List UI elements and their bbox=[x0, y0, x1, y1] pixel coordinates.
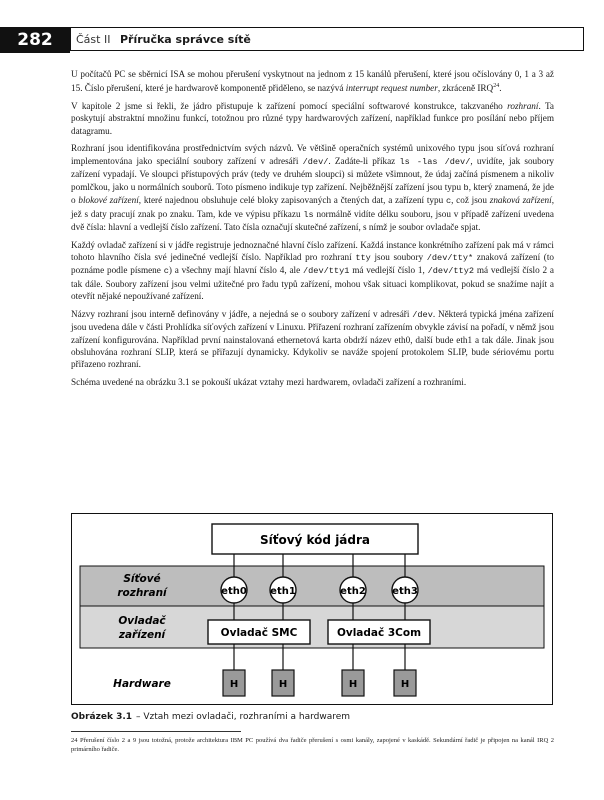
row-label-drivers-a: Ovladač bbox=[118, 615, 166, 627]
paragraph-2: V kapitole 2 jsme si řekli, že jádro přistupuje k zařízení pomocí speciální softwarové konstrukce, takzvaného rozhraní. Ta poskytují abstraktní množinu funkcí, totožnou pro různé typy hardwarových zařízení, například funkce pro posílání nebo příjem datagramu. bbox=[71, 101, 555, 136]
hardware-label: H bbox=[400, 679, 410, 690]
paragraph-3: Rozhraní jsou identifikována prostřednictvím svých názvů. Ve většině operačních systémů unixového typu jsou síťová rozhraní implementována jako speciální soubory zařízení v adresáři /dev/. Zadáte-li příkaz ls -las /dev/, uvidíte, jak soubory zařízení vypadají. Ve sloupci přístupových práv (tedy ve druhém sloupci) si můžete všimnout, že údaj začíná písmenem a nikoliv pomlčkou, jako u normálních souborů. Toto písmeno indikuje typ zařízení. Nejběžnější zařízení jsou typu b, který znamená, že jde o blokové zařízení, které najednou obsluhuje celé bloky zapisovaných a čtených dat, a zařízení typu c, což jsou znaková zařízení, jež s daty pracují znak po znaku. Tam, kde ve výpisu příkazu ls normálně vidíte délku souboru, jsou v případě zařízení uvedena dvě čísla: hlavní a vedlejší číslo zařízení. Tato čísla označují skutečné zařízení, s nímž je soubor ovladače spjat. bbox=[71, 143, 554, 232]
drivers-band bbox=[80, 606, 544, 648]
running-header bbox=[70, 27, 584, 51]
paragraph-5: Názvy rozhraní jsou interně definovány v jádře, a nejedná se o soubory zařízení v adresáři /dev. Některá typická jména zařízení jsou uvedena dále v části Prohlídka síťových zařízení v Linuxu. Přiřazení rozhraní zařízením obvykle závisí na pořadí, v němž jsou zařízení konfigurována. Například první nainstalovaná ethernetová karta obdrží název eth0, další bude eth1 a tak dále. Jinak jsou obsluhována rozhraní SLIP, která se přiřazují dynamicky. Kdykoliv se naváže spojení protokolem SLIP, bude sériovému portu přiřazeno rozhraní. bbox=[71, 308, 554, 370]
interface-label-eth1: eth1 bbox=[270, 586, 296, 597]
part-label: Část II bbox=[76, 33, 111, 46]
row-label-interfaces-a: Síťové bbox=[123, 573, 161, 585]
body-text bbox=[71, 68, 554, 394]
footnote: 24 Přerušení číslo 2 a 9 jsou totožná, protože architektura IBM PC používá dva řadiče přerušení s osmi kanály, zapojené v kaskádě. Sekundární řadič je připojen na kanál IRQ 2 primárního řadiče. bbox=[71, 737, 554, 753]
caption-label: Obrázek 3.1 bbox=[71, 712, 133, 722]
chapter-title: Příručka správce sítě bbox=[119, 33, 251, 46]
hardware-label: H bbox=[278, 679, 288, 690]
footnote-rule bbox=[71, 731, 241, 732]
driver-label-smc: Ovladač SMC bbox=[220, 627, 298, 639]
interface-label-eth2: eth2 bbox=[340, 586, 366, 597]
row-label-drivers-b: zařízení bbox=[118, 629, 166, 641]
kernel-label: Síťový kód jádra bbox=[259, 533, 371, 547]
row-label-hardware: Hardware bbox=[113, 678, 171, 690]
diagram bbox=[72, 514, 552, 704]
hardware-label: H bbox=[229, 679, 239, 690]
page-header bbox=[0, 27, 586, 53]
row-label-interfaces-b: rozhraní bbox=[117, 587, 167, 599]
interface-label-eth0: eth0 bbox=[221, 586, 247, 597]
driver-label-3com: Ovladač 3Com bbox=[336, 627, 422, 639]
paragraph-4: Každý ovladač zařízení si v jádře registruje jednoznačné hlavní číslo zařízení. Každá instance konkrétního zařízení pak má v rámci tohoto hlavního čísla své jedinečné vedlejší číslo. Například pro rozhraní tty jsou soubory /dev/tty* znaková zařízení (to poznáme podle písmene c) a všechny mají hlavní číslo 4, ale /dev/tty1 má vedlejší číslo 1, /dev/tty2 má vedlejší číslo 2 a tak dále. Soubory zařízení jsou velmi užitečné pro řadu typů zařízení, mohou však situaci komplikovat, pokud se snažíme najít a otevřít nějaké nepoužívané zařízení. bbox=[71, 239, 555, 302]
hardware-label: H bbox=[348, 679, 358, 690]
figure-3-1 bbox=[71, 513, 553, 705]
paragraph-1: U počítačů PC se sběrnicí ISA se mohou přerušení vyskytnout na jednom z 15 kanálů přerušení, které jsou očíslovány 0, 1 a 3 až 15. Číslo přerušení, které je hardwarově komponentě přiděleno, se nazývá interrupt request number, zkráceně IRQ$^{24}$. bbox=[71, 69, 554, 94]
interfaces-band bbox=[80, 566, 544, 606]
caption-text: – Vztah mezi ovladači, rozhraními a hardwarem bbox=[136, 712, 351, 722]
page-number: 282 bbox=[0, 27, 70, 53]
paragraph-6: Schéma uvedené na obrázku 3.1 se pokouší ukázat vztahy mezi hardwarem, ovladači zařízení a rozhraními. bbox=[71, 376, 467, 387]
figure-caption bbox=[71, 712, 350, 722]
interface-label-eth3: eth3 bbox=[392, 586, 418, 597]
